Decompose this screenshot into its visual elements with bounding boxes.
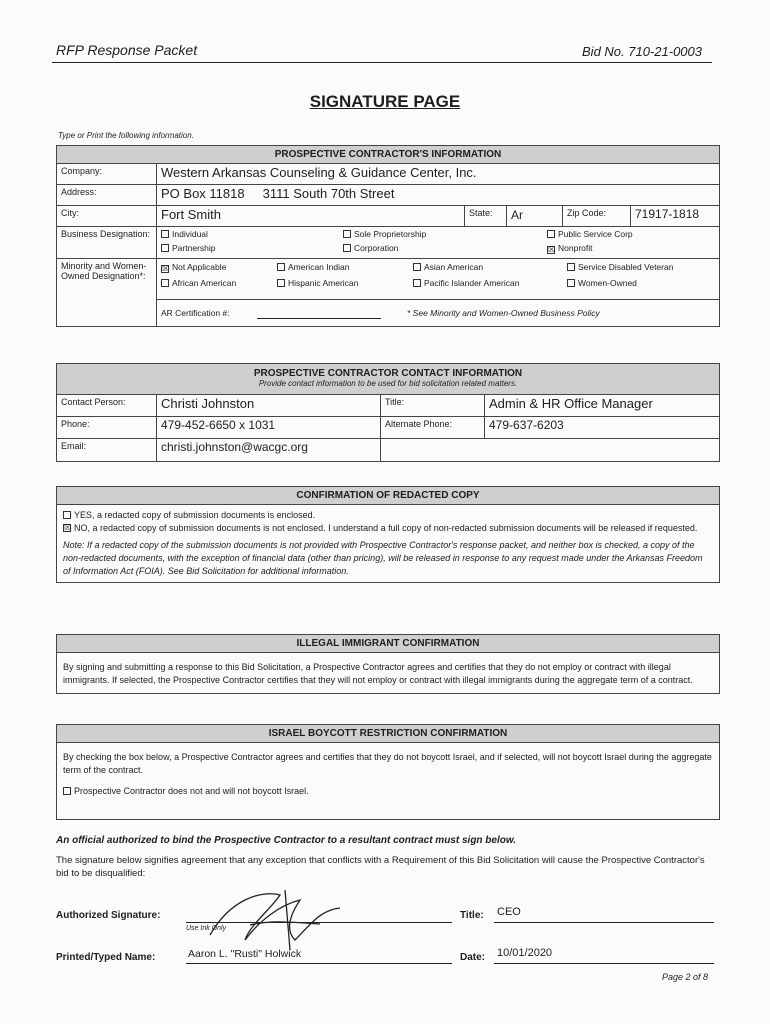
- israel-text: By checking the box below, a Prospective Contractor agrees and certifies that they do not boycott Israel, and if selected, will not boycott Israel during the aggregate term of the contract.: [63, 752, 712, 775]
- email-row: [57, 439, 719, 461]
- minority-option-not-applicable[interactable]: ☒ Not Applicable: [162, 262, 227, 273]
- city-row: [57, 206, 719, 227]
- date-value[interactable]: 10/01/2020: [497, 947, 553, 959]
- checked-box-icon: ☒: [162, 264, 170, 273]
- checkbox-icon: [161, 230, 169, 238]
- redacted-note: Note: If a redacted copy of the submission documents is not provided with Prospective Contractor's response packet, and neither box is checked, a copy of the non-redacted documents, with the exception of financial data (other than pricing), will be released in response to any request made under the Arkansas Freedom of Information Act (FOIA). See Bid Solicitation for additional information.: [63, 540, 703, 576]
- date-line: [494, 963, 714, 964]
- checkbox-icon: [161, 244, 169, 252]
- ar-cert-label: AR Certification #:: [161, 308, 230, 318]
- israel-checkbox-option[interactable]: Prospective Contractor does not and will not boycott Israel.: [57, 781, 719, 802]
- printed-name-label: Printed/Typed Name:: [56, 952, 156, 963]
- checked-box-icon: ☒: [548, 245, 556, 254]
- instruction-text: Type or Print the following information.: [58, 131, 194, 140]
- contact-person-field[interactable]: Christi Johnston: [157, 395, 381, 416]
- ink-note: Use Ink Only: [186, 925, 227, 932]
- ar-cert-row: [57, 299, 719, 326]
- business-option-individual[interactable]: Individual: [161, 229, 208, 239]
- contact-subheading: Provide contact information to be used for bid solicitation related matters.: [258, 379, 518, 388]
- address-field[interactable]: PO Box 11818 3111 South 70th Street: [161, 186, 395, 201]
- contact-info-heading: [57, 364, 719, 395]
- business-row: [57, 227, 719, 259]
- checkbox-icon: [547, 230, 555, 238]
- business-option-nonprofit[interactable]: ☒ Nonprofit: [548, 243, 593, 254]
- redacted-section: [56, 486, 720, 583]
- checkbox-icon: [567, 279, 575, 287]
- ar-cert-area: [157, 299, 719, 326]
- contact-title-label: Title:: [381, 395, 485, 416]
- zip-field[interactable]: 71917-1818: [635, 207, 700, 221]
- minority-row: [57, 259, 719, 299]
- minority-option-hispanic-american[interactable]: Hispanic American: [277, 278, 358, 288]
- minority-label: Minority and Women-Owned Designation*:: [57, 259, 157, 299]
- title-line: [494, 922, 714, 923]
- checkbox-icon: [413, 263, 421, 271]
- address-label: Address:: [57, 185, 157, 205]
- ar-cert-note: * See Minority and Women-Owned Business Policy: [407, 308, 600, 318]
- title-value[interactable]: CEO: [497, 906, 521, 918]
- company-label: Company:: [57, 164, 157, 184]
- company-row: [57, 164, 719, 185]
- company-field[interactable]: Western Arkansas Counseling & Guidance Center, Inc.: [161, 165, 477, 180]
- page-number: Page 2 of 8: [661, 972, 708, 982]
- alt-phone-field[interactable]: 479-637-6203: [489, 418, 564, 432]
- email-row-blank: [381, 439, 719, 461]
- redacted-no-option[interactable]: ☒ NO, a redacted copy of submission documents is not enclosed. I understand a full copy of non-redacted submission documents will be released if requested.: [64, 523, 698, 533]
- checked-box-icon: ☒: [64, 523, 72, 532]
- contact-heading-text: PROSPECTIVE CONTRACTOR CONTACT INFORMATION: [253, 368, 523, 379]
- state-label: State:: [465, 206, 507, 226]
- business-option-corporation[interactable]: Corporation: [343, 243, 398, 253]
- checkbox-icon: [413, 279, 421, 287]
- checkbox-icon: [567, 263, 575, 271]
- contractor-info-section: [56, 145, 720, 327]
- checkbox-icon: [277, 279, 285, 287]
- minority-options: [157, 259, 719, 299]
- minority-label-cont: [57, 299, 157, 326]
- immigrant-heading: ILLEGAL IMMIGRANT CONFIRMATION: [57, 635, 719, 653]
- contact-person-label: Contact Person:: [57, 395, 157, 416]
- printed-name-value[interactable]: Aaron L. "Rusti" Holwick: [188, 948, 302, 960]
- official-statement: An official authorized to bind the Prospective Contractor to a resultant contract must sign below.: [56, 835, 517, 846]
- ar-cert-input-line[interactable]: [257, 318, 381, 319]
- city-field[interactable]: Fort Smith: [157, 206, 465, 226]
- redacted-heading: CONFIRMATION OF REDACTED COPY: [57, 487, 719, 505]
- redacted-yes-option[interactable]: YES, a redacted copy of submission documents is enclosed.: [63, 509, 713, 522]
- title-label: Title:: [460, 910, 484, 921]
- header-left: RFP Response Packet: [56, 42, 198, 58]
- checkbox-icon: [343, 244, 351, 252]
- minority-option-women-owned[interactable]: Women-Owned: [567, 278, 637, 288]
- immigrant-section: [56, 634, 720, 694]
- business-option-sole-proprietorship[interactable]: Sole Proprietorship: [343, 229, 426, 239]
- header-rule: [52, 62, 712, 63]
- address-row: [57, 185, 719, 206]
- checkbox-icon: [161, 279, 169, 287]
- minority-option-asian-american[interactable]: Asian American: [413, 262, 483, 272]
- checkbox-icon: [63, 787, 71, 795]
- date-label: Date:: [460, 952, 486, 963]
- email-label: Email:: [57, 439, 157, 461]
- minority-option-american-indian[interactable]: American Indian: [277, 262, 349, 272]
- checkbox-icon: [343, 230, 351, 238]
- business-label: Business Designation:: [57, 227, 157, 258]
- header-right: Bid No. 710-21-0003: [582, 44, 702, 59]
- zip-label: Zip Code:: [563, 206, 631, 226]
- email-field[interactable]: christi.johnston@wacgc.org: [157, 439, 381, 461]
- checkbox-icon: [277, 263, 285, 271]
- israel-section: [56, 724, 720, 820]
- phone-row: [57, 417, 719, 439]
- immigrant-text: By signing and submitting a response to this Bid Solicitation, a Prospective Contractor agrees and certifies that they do not employ or contract with illegal immigrants. If selected, the Prospective Contractor certifies that they will not employ or contract with illegal immigrants during the aggregate term of a contract.: [63, 662, 693, 685]
- business-options: [157, 227, 719, 258]
- minority-option-african-american[interactable]: African American: [161, 278, 236, 288]
- contact-info-section: [56, 363, 720, 462]
- printed-name-line: [186, 963, 452, 964]
- contractor-info-heading: PROSPECTIVE CONTRACTOR'S INFORMATION: [57, 146, 719, 164]
- business-option-partnership[interactable]: Partnership: [161, 243, 215, 253]
- contact-person-row: [57, 395, 719, 417]
- redacted-body: [57, 505, 719, 582]
- authorized-signature-label: Authorized Signature:: [56, 910, 161, 921]
- phone-field[interactable]: 479-452-6650 x 1031: [157, 417, 381, 438]
- checkbox-icon: [63, 511, 71, 519]
- alt-phone-label: Alternate Phone:: [381, 417, 485, 438]
- state-field[interactable]: Ar: [507, 206, 563, 226]
- minority-option-pacific-islander[interactable]: Pacific Islander American: [413, 278, 519, 288]
- minority-option-service-disabled-veteran[interactable]: Service Disabled Veteran: [567, 262, 673, 272]
- contact-title-field[interactable]: Admin & HR Office Manager: [489, 396, 653, 411]
- israel-heading: ISRAEL BOYCOTT RESTRICTION CONFIRMATION: [57, 725, 719, 743]
- agreement-statement: The signature below signifies agreement that any exception that conflicts with a Requirement of this Bid Solicitation will cause the Prospective Contractor's bid to be disqualified:: [56, 855, 705, 879]
- city-label: City:: [57, 206, 157, 226]
- business-option-public-service[interactable]: Public Service Corp: [547, 229, 633, 239]
- phone-label: Phone:: [57, 417, 157, 438]
- page-title: SIGNATURE PAGE: [309, 92, 461, 111]
